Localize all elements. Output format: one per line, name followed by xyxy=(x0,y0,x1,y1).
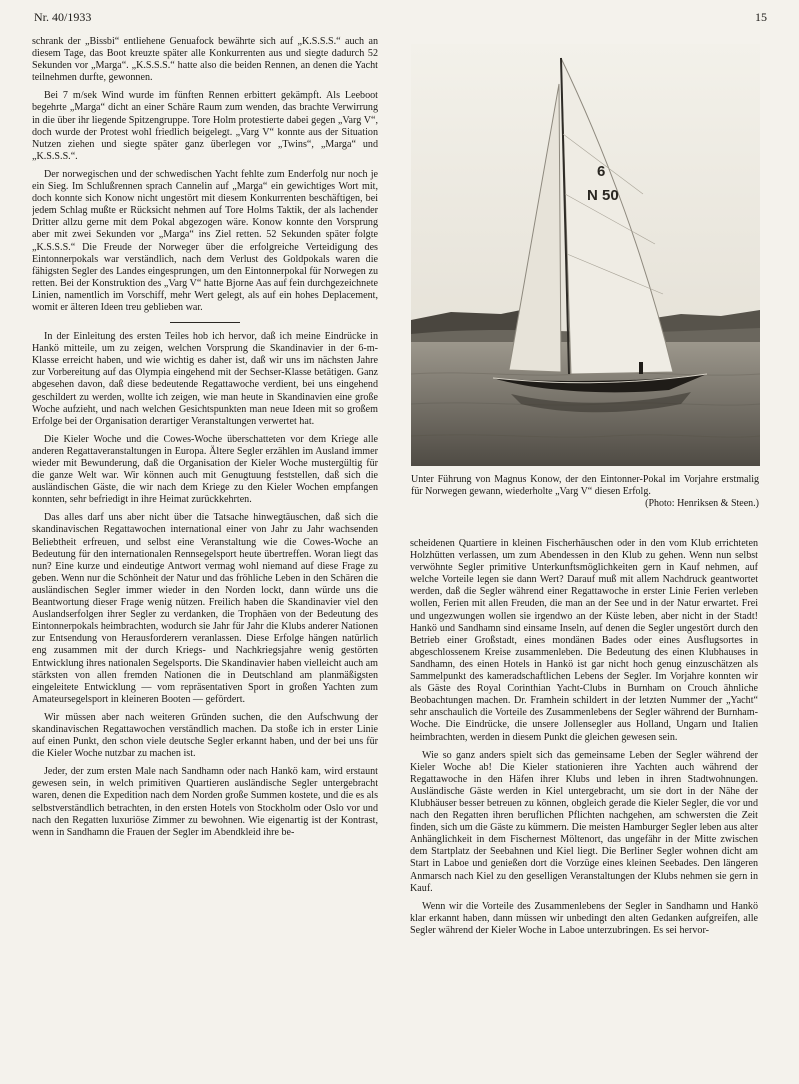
paragraph: In der Einleitung des ersten Teiles hob ich hervor, daß ich meine Eindrücke in Hankö mitteile, um zu zeigen, welchen Vorsprung die Skandinavier in der 6-m-Klasse erreicht haben, und wie wichtig es daher ist, daß wir uns im nächsten Jahre zur Vorbereitung auf das Olympia eingehend mit der Sechser-Klasse betätigen. Ganz abgesehen davon, daß diese bedeutende Regattawoche verdient, bei uns eingehend geschildert zu werden, wollte ich zeigen, wie man heute in Skandinavien eine große Woche aufzieht, und nach welchen Gesichtspunkten man neue Ideen mit so großem Erfolge bei der Organisation derartiger Veranstaltungen verwertet hat. xyxy=(32,331,378,427)
paragraph: Die Kieler Woche und die Cowes-Woche überschatteten vor dem Kriege alle anderen Regattaveranstaltungen in Europa. Ältere Segler erzählen im Ausland immer wieder mit Bewunderung, daß die Organisation der Kieler Woche mustergültig für die ganze Welt war. Wir können auch mit Genugtuung feststellen, daß sich die ausländischen Gäste, die wir nach dem Kriege zu den Kieler Wochen empfangen konnten, sehr befriedigt in ihre Heimat zurückkehrten. xyxy=(32,433,378,506)
right-text-column xyxy=(410,538,758,1078)
left-text-column xyxy=(32,36,378,1076)
paragraph: Bei 7 m/sek Wind wurde im fünften Rennen erbittert gekämpft. Als Leeboot begehrte „Marga“ dicht an einer Schäre Raum zum wenden, das brachte Verwirrung in die über ihr liegende Spitzengruppe. Tore Holm protestierte dabei gegen „Varg V“, doch wurde der Protest wohl friedlich beigelegt. „Varg V“ konnte aus der Situation Nutzen ziehen und siegte später ganz überlegen vor „Twins“, „Marga“ und „K.S.S.S.“. xyxy=(32,90,378,162)
caption-text: Unter Führung von Magnus Konow, der den Eintonner-Pokal im Vorjahre erstmalig für Norwegen gewann, wiederholte „Varg V“ diesen Erfolg. xyxy=(411,474,759,497)
paragraph: Jeder, der zum ersten Male nach Sandhamn oder nach Hankö kam, wird erstaunt gewesen sein, in welch primitiven Quartieren ausländische Segler untergebracht waren, denen die Expedition nach dem Norden große Summen kostete, und die es als selbstverständlich betrachten, in den ersten Hotels von Stockholm oder Oslo vor und nach den Regatten luxuriöse Zimmer zu bewohnen. Wie eigenartig ist der Kontrast, wenn in Sandhamn die Frauen der Segler im Abendkleid ihre be- xyxy=(32,766,378,838)
paragraph: scheidenen Quartiere in kleinen Fischerhäuschen oder in den vom Klub errichteten Holzhütten verlassen, um zum Abendessen in den Klub zu gehen. Wenn nun selbst verwöhnte Segler primitive Unterkunftsmöglichkeiten gern in Kauf nehmen, auf welche Vorteile legen sie dann Wert? Darauf muß mit allem Nachdruck geantwortet werden, daß die Segler während einer Regattawoche in erster Linie Ferien verleben wollen, Ferien mit allen Freuden, die man an der See und in der Natur erwartet. Frei und ungezwungen wollen sie irgendwo an der Küste leben, aber nicht in der Stadt! Hankö und Sandhamn sind einsame Inseln, auf denen die Segler ungestört durch den Betrieb einer Großstadt, eines mondänen Bades oder eines Ausflugsortes in abgeschlossenem Kreise zusammenleben. Die Bedeutung des einen Klubhauses in Sandhamn, des einen Hotels in Hankö ist gar nicht hoch genug einzuschätzen als Sammelpunkt des kameradschaftlichen Lebens der Segler. Im Vorjahre konnten wir als Gäste des Royal Corinthian Yacht-Clubs in Burnham on Crouch ähnliche Beobachtungen machen. Dr. Framhein schildert in der letzten Nummer der „Yacht“ sehr anschaulich die Vorteile des Zusammenlebens der Segler während der Burnham-Woche. Die Eindrücke, die unsere Jollensegler aus Holland, Ungarn und Italien heimbrachten, werden in diesem Punkt die gleichen gewesen sein. xyxy=(410,538,758,743)
photo-credit: (Photo: Henriksen & Steen.) xyxy=(645,498,759,509)
page-number: 15 xyxy=(755,10,767,24)
paragraph: Das alles darf uns aber nicht über die Tatsache hinwegtäuschen, daß sich die skandinavischen Regattawochen international einer von Jahr zu Jahr wachsenden Beliebtheit erfreuen, und selbst eine Veranstaltung wie die Cowes-Woche an Bedeutung für den internationalen Rennsegelsport heute übertreffen. Woran liegt das nun? Eine kurze und eindeutige Antwort vermag wohl niemand auf diese Frage zu geben. Wenn nur die Schönheit der Natur und das fröhliche Leben in den Schären die ausländischen Segler immer wieder in den Norden lockt, dann würde uns die Beantwortung dieser Frage wenig nützen. Freilich haben die Skandinavier viel den Auslandserfolgen ihrer Segler zu verdanken, die Trophäen von der Bedeutung des Eintonnerpokals heimbrachten, wodurch sie Jahr für Jahr die Klubs anderer Nationen zur Entsendung von Herausforderern veranlassen. Diese Erfolge hängen natürlich eng zusammen mit der durch Kriegs- und Nachkriegsjahre wenig gestörten Entwicklung ihres nationalen Segelsports. Die Skandinavier haben vielleicht auch am stärksten von allen fremden Nationen die in Deutschland am planmäßigsten eingeleitete Entwicklung — vom repräsentativen Sport in großen Yachten zum Amateursegelsport in kleineren Booten — gefördert. xyxy=(32,512,378,705)
paragraph: Wie so ganz anders spielt sich das gemeinsame Leben der Segler während der Kieler Woche ab! Die Kieler stationieren ihre Yachten auch während der Regattawoche in den Häfen ihrer Klubs und leben in ihren Stadtwohnungen. Ausländische Gäste werden in Kiel untergebracht, um sie dort in der Nähe der Klubhäuser besser betreuen zu können, obgleich gerade die Kieler Segler, die vor und nach den Regatten ihren beruflichen Pflichten nachgehen, am schwersten die Zeit finden, sich um die Gäste zu kümmern. Die meisten Hamburger Segler leben aus alter Anhänglichkeit in dem Fischernest Möltenort, das ungefähr in der Mitte zwischen dem Startplatz der Seebahnen und Kiel liegt. Die Berliner Segler wohnen dicht am Start in Laboe und genießen dort die Vorzüge eines kleinen Seebades. Den längeren Anmarsch nach Kiel zu den geselligen Veranstaltungen der Klubs nehmen sie gern in Kauf. xyxy=(410,749,758,894)
photo-caption xyxy=(411,474,759,510)
issue-number: Nr. 40/1933 xyxy=(34,10,92,24)
sailing-yacht-photo xyxy=(411,44,760,466)
section-divider xyxy=(170,322,240,323)
paragraph: schrank der „Bissbi“ entliehene Genuafock bewährte sich auf „K.S.S.S.“ auch an diesem Tage, das Boot kreuzte später alle Konkurrenten aus und siegte dadurch 52 Sekunden vor „Marga“. „K.S.S.S.“ hatte also die beiden Rennen, an denen die Yacht teilnehmen durfte, gewonnen. xyxy=(32,36,378,84)
paragraph: Wenn wir die Vorteile des Zusammenlebens der Segler in Sandhamn und Hankö klar erkannt haben, dann müssen wir unbedingt den alten Gedanken aufgreifen, alle Segler während der Kieler Woche in Laboe unterzubringen. Es sei hervor- xyxy=(410,900,758,936)
yacht-illustration xyxy=(411,44,760,466)
sail-number-top: 6 xyxy=(597,163,606,180)
paragraph: Der norwegischen und der schwedischen Yacht fehlte zum Enderfolg nur noch je ein Sieg. Im Schlußrennen sprach Cannelin auf „Marga“ ein gewichtiges Wort mit, doch konnte sich Konow nicht ungestört mit diesem Konkurrenten beschäftigen, bei jedem Schlag mußte er Rücksicht nehmen auf Tore Holms Taktik, der als lachender Dritter allzu gerne mit dem Pokal abgezogen wäre. Konow konnte den Vorsprung aber mit zwei Sekunden vor „Marga“ ins Ziel retten. 52 Sekunden später folgte „K.S.S.S.“ Die Freude der Norweger über die erfolgreiche Verteidigung des Eintonnerpokals war verständlich, nach dem Verlust des Goldpokals waren die fähigsten Segler des Landes eingesprungen, um den Eintonnerpokal für Norwegen zu retten. Bei der Konstruktion des „Varg V“ hatte Bjorne Aas auf fein durchgezeichnete Linien, namentlich im Vorschiff, mehr Wert gelegt, als auf ein hohes Deplacement, womit er älteren Ideen treu geblieben war. xyxy=(32,168,378,313)
paragraph: Wir müssen aber nach weiteren Gründen suchen, die den Aufschwung der skandinavischen Regattawochen verständlich machen. Da stoße ich in erster Linie auf einen Punkt, den schon viele deutsche Segler erkannt haben, und der bei uns für die Kieler Woche nutzbar zu machen ist. xyxy=(32,711,378,760)
sail-number-bottom: N 50 xyxy=(587,187,619,204)
